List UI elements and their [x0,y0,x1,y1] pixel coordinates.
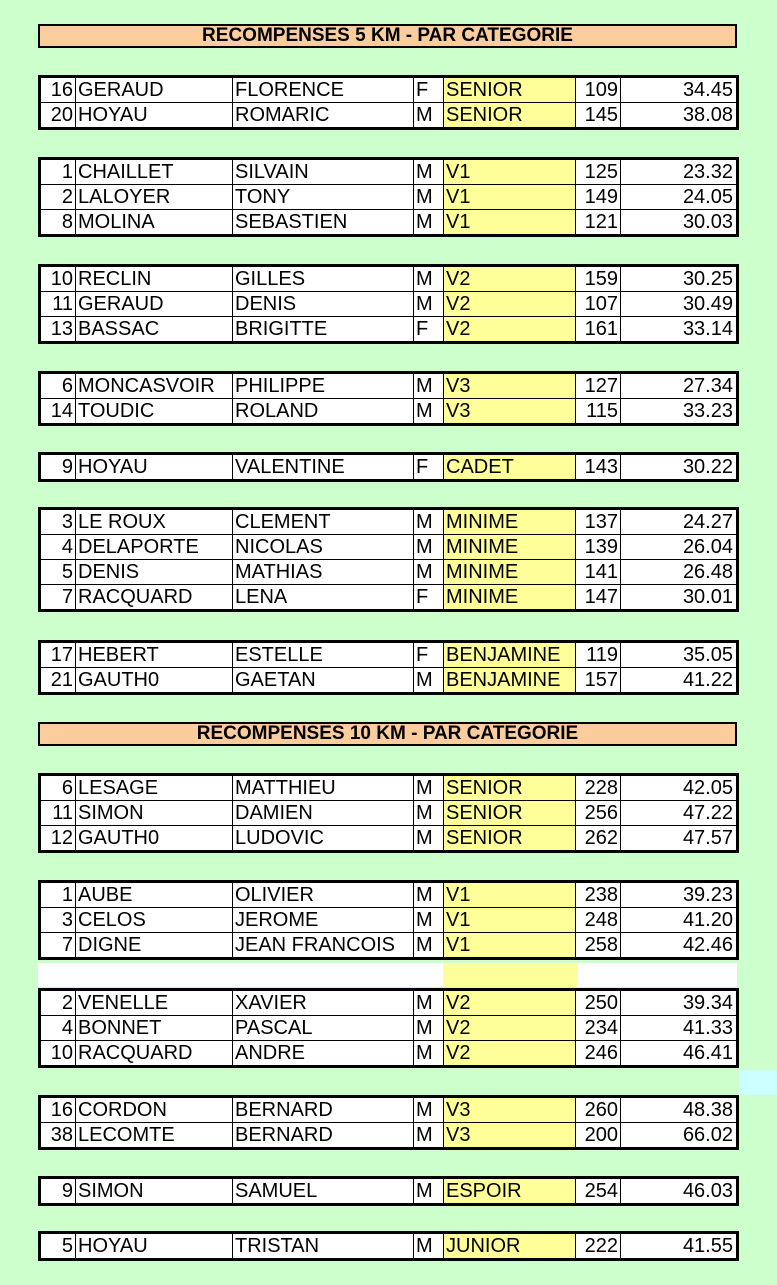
first-name-cell: MATHIAS [233,560,414,584]
table-row [41,78,736,103]
place-cell: 6 [41,776,76,800]
time-cell: 26.04 [682,536,733,558]
bib-number-cell: 145 [576,103,621,127]
results-group [38,640,739,695]
sex-cell: M [414,668,444,692]
last-name-cell: LECOMTE [76,1123,233,1147]
place-cell: 4 [41,1016,76,1040]
table-row [41,908,736,933]
category-cell: V3 [444,399,576,423]
sex-cell: M [414,801,444,825]
results-group [38,75,739,130]
last-name-cell: GERAUD [76,78,233,102]
last-name-cell: CORDON [76,1098,233,1122]
last-name-cell: SIMON [76,801,233,825]
bib-number-cell: 238 [576,883,621,907]
table-row [41,399,736,423]
table-row [41,668,736,692]
sex-cell: F [414,455,444,479]
sex-cell: F [414,643,444,667]
sex-cell: M [414,160,444,184]
place-cell: 7 [41,933,76,957]
bib-number-cell: 121 [576,210,621,234]
time-cell: 30.03 [682,211,733,233]
category-cell: BENJAMINE [444,643,576,667]
bib-number-cell: 157 [576,668,621,692]
last-name-cell: CHAILLET [76,160,233,184]
table-row [41,210,736,234]
category-cell: CADET [444,455,576,479]
table-row [41,267,736,292]
bib-number-cell: 119 [576,643,621,667]
sex-cell: M [414,776,444,800]
results-group [38,880,739,960]
results-group [38,1231,739,1261]
place-cell: 38 [41,1123,76,1147]
place-cell: 11 [41,292,76,316]
first-name-cell: SAMUEL [233,1179,414,1203]
category-cell: V1 [444,883,576,907]
bib-number-cell: 262 [576,826,621,850]
place-cell: 1 [41,883,76,907]
category-cell: MINIME [444,535,576,559]
time-cell: 24.05 [682,186,733,208]
table-row [41,776,736,801]
bib-number-cell: 127 [576,374,621,398]
place-cell: 9 [41,1179,76,1203]
category-cell: ESPOIR [444,1179,576,1203]
time-cell: 30.49 [682,293,733,315]
bib-number-cell: 137 [576,510,621,534]
time-cell: 34.45 [682,79,733,101]
table-row [41,585,736,609]
time-cell: 39.34 [682,992,733,1014]
place-cell: 16 [41,1098,76,1122]
place-cell: 5 [41,1234,76,1258]
sex-cell: M [414,103,444,127]
bib-number-cell: 125 [576,160,621,184]
last-name-cell: GERAUD [76,292,233,316]
last-name-cell: HOYAU [76,455,233,479]
last-name-cell: AUBE [76,883,233,907]
sex-cell: F [414,317,444,341]
sex-cell: M [414,399,444,423]
first-name-cell: GILLES [233,267,414,291]
table-row [41,1179,736,1203]
table-row [41,560,736,585]
results-group [38,507,739,612]
table-row [41,292,736,317]
sex-cell: M [414,560,444,584]
sex-cell: M [414,1098,444,1122]
place-cell: 21 [41,668,76,692]
time-cell: 33.14 [682,318,733,340]
last-name-cell: SIMON [76,1179,233,1203]
place-cell: 13 [41,317,76,341]
table-row [41,801,736,826]
place-cell: 14 [41,399,76,423]
time-cell: 35.05 [682,644,733,666]
category-cell: SENIOR [444,103,576,127]
place-cell: 16 [41,78,76,102]
last-name-cell: DIGNE [76,933,233,957]
sex-cell: M [414,933,444,957]
first-name-cell: MATTHIEU [233,776,414,800]
place-cell: 2 [41,185,76,209]
category-cell: V3 [444,1123,576,1147]
edge-highlight [739,1070,777,1095]
sex-cell: M [414,185,444,209]
table-row [41,643,736,668]
time-cell: 46.03 [682,1180,733,1202]
time-cell: 46.41 [682,1042,733,1064]
first-name-cell: SEBASTIEN [233,210,414,234]
first-name-cell: FLORENCE [233,78,414,102]
place-cell: 8 [41,210,76,234]
results-group [38,988,739,1068]
sex-cell: M [414,510,444,534]
table-row [41,1234,736,1258]
time-cell: 38.08 [682,104,733,126]
time-cell: 24.27 [682,511,733,533]
bib-number-cell: 248 [576,908,621,932]
bib-number-cell: 260 [576,1098,621,1122]
results-group [38,773,739,853]
sex-cell: M [414,826,444,850]
table-row [41,1098,736,1123]
title-10km: RECOMPENSES 10 KM - PAR CATEGORIE [38,722,737,746]
first-name-cell: VALENTINE [233,455,414,479]
table-row [41,535,736,560]
category-cell: V1 [444,210,576,234]
sex-cell: M [414,1041,444,1065]
category-cell: JUNIOR [444,1234,576,1258]
table-row [41,1041,736,1065]
sex-cell: M [414,535,444,559]
last-name-cell: LESAGE [76,776,233,800]
table-row [41,317,736,341]
first-name-cell: GAETAN [233,668,414,692]
time-cell: 42.46 [682,934,733,956]
time-cell: 66.02 [682,1124,733,1146]
results-group [38,1095,739,1150]
first-name-cell: XAVIER [233,991,414,1015]
results-group [38,371,739,426]
time-cell: 33.23 [682,400,733,422]
blank-band-category-fill [443,963,577,987]
first-name-cell: TRISTAN [233,1234,414,1258]
last-name-cell: DELAPORTE [76,535,233,559]
place-cell: 17 [41,643,76,667]
category-cell: SENIOR [444,826,576,850]
table-row [41,160,736,185]
last-name-cell: RECLIN [76,267,233,291]
first-name-cell: NICOLAS [233,535,414,559]
bib-number-cell: 115 [576,399,621,423]
time-cell: 39.23 [682,884,733,906]
place-cell: 5 [41,560,76,584]
place-cell: 1 [41,160,76,184]
place-cell: 7 [41,585,76,609]
bib-number-cell: 139 [576,535,621,559]
category-cell: MINIME [444,560,576,584]
category-cell: SENIOR [444,78,576,102]
last-name-cell: MOLINA [76,210,233,234]
time-cell: 30.01 [682,586,733,608]
table-row [41,1016,736,1041]
results-group [38,264,739,344]
bib-number-cell: 143 [576,455,621,479]
time-cell: 41.55 [682,1235,733,1257]
first-name-cell: JEROME [233,908,414,932]
category-cell: V1 [444,185,576,209]
sex-cell: M [414,883,444,907]
first-name-cell: CLEMENT [233,510,414,534]
bib-number-cell: 234 [576,1016,621,1040]
category-cell: SENIOR [444,776,576,800]
first-name-cell: BRIGITTE [233,317,414,341]
first-name-cell: BERNARD [233,1123,414,1147]
time-cell: 48.38 [682,1099,733,1121]
bib-number-cell: 107 [576,292,621,316]
bib-number-cell: 222 [576,1234,621,1258]
first-name-cell: ANDRE [233,1041,414,1065]
first-name-cell: TONY [233,185,414,209]
first-name-cell: SILVAIN [233,160,414,184]
category-cell: V2 [444,1016,576,1040]
first-name-cell: ESTELLE [233,643,414,667]
bib-number-cell: 159 [576,267,621,291]
last-name-cell: GAUTH0 [76,668,233,692]
first-name-cell: PHILIPPE [233,374,414,398]
category-cell: V2 [444,267,576,291]
table-row [41,185,736,210]
category-cell: V2 [444,317,576,341]
last-name-cell: HEBERT [76,643,233,667]
last-name-cell: RACQUARD [76,1041,233,1065]
category-cell: MINIME [444,510,576,534]
last-name-cell: DENIS [76,560,233,584]
table-row [41,374,736,399]
place-cell: 10 [41,267,76,291]
table-row [41,1123,736,1147]
sex-cell: M [414,991,444,1015]
bib-number-cell: 254 [576,1179,621,1203]
last-name-cell: BONNET [76,1016,233,1040]
sex-cell: M [414,267,444,291]
first-name-cell: OLIVIER [233,883,414,907]
last-name-cell: BASSAC [76,317,233,341]
first-name-cell: LENA [233,585,414,609]
sex-cell: M [414,1179,444,1203]
bib-number-cell: 109 [576,78,621,102]
first-name-cell: ROLAND [233,399,414,423]
bib-number-cell: 200 [576,1123,621,1147]
bib-number-cell: 246 [576,1041,621,1065]
place-cell: 3 [41,510,76,534]
first-name-cell: ROMARIC [233,103,414,127]
time-cell: 26.48 [682,561,733,583]
place-cell: 10 [41,1041,76,1065]
category-cell: MINIME [444,585,576,609]
category-cell: V1 [444,160,576,184]
place-cell: 12 [41,826,76,850]
table-row [41,510,736,535]
sex-cell: M [414,292,444,316]
sex-cell: F [414,585,444,609]
first-name-cell: DENIS [233,292,414,316]
place-cell: 4 [41,535,76,559]
last-name-cell: LALOYER [76,185,233,209]
time-cell: 30.25 [682,268,733,290]
last-name-cell: GAUTH0 [76,826,233,850]
bib-number-cell: 258 [576,933,621,957]
place-cell: 11 [41,801,76,825]
table-row [41,883,736,908]
results-group [38,452,739,482]
results-group [38,1176,739,1206]
first-name-cell: PASCAL [233,1016,414,1040]
category-cell: V2 [444,991,576,1015]
category-cell: V1 [444,908,576,932]
bib-number-cell: 149 [576,185,621,209]
last-name-cell: LE ROUX [76,510,233,534]
bib-number-cell: 147 [576,585,621,609]
time-cell: 27.34 [682,375,733,397]
place-cell: 9 [41,455,76,479]
sex-cell: M [414,1234,444,1258]
place-cell: 3 [41,908,76,932]
bib-number-cell: 161 [576,317,621,341]
time-cell: 47.22 [682,802,733,824]
time-cell: 30.22 [682,456,733,478]
last-name-cell: RACQUARD [76,585,233,609]
table-row [41,991,736,1016]
sex-cell: M [414,908,444,932]
category-cell: V2 [444,1041,576,1065]
time-cell: 23.32 [682,161,733,183]
category-cell: V3 [444,374,576,398]
place-cell: 20 [41,103,76,127]
last-name-cell: MONCASVOIR [76,374,233,398]
category-cell: V1 [444,933,576,957]
sex-cell: M [414,1123,444,1147]
table-row [41,103,736,127]
last-name-cell: HOYAU [76,1234,233,1258]
place-cell: 2 [41,991,76,1015]
first-name-cell: BERNARD [233,1098,414,1122]
time-cell: 41.33 [682,1017,733,1039]
first-name-cell: LUDOVIC [233,826,414,850]
time-cell: 41.22 [682,669,733,691]
sex-cell: M [414,1016,444,1040]
last-name-cell: CELOS [76,908,233,932]
sex-cell: M [414,210,444,234]
results-group [38,157,739,237]
time-cell: 42.05 [682,777,733,799]
first-name-cell: JEAN FRANCOIS [233,933,414,957]
first-name-cell: DAMIEN [233,801,414,825]
blank-band [38,963,737,987]
sex-cell: M [414,374,444,398]
place-cell: 6 [41,374,76,398]
time-cell: 47.57 [682,827,733,849]
bib-number-cell: 250 [576,991,621,1015]
time-cell: 41.20 [682,909,733,931]
bib-number-cell: 228 [576,776,621,800]
table-row [41,455,736,479]
category-cell: V2 [444,292,576,316]
category-cell: SENIOR [444,801,576,825]
table-row [41,933,736,957]
table-row [41,826,736,850]
category-cell: V3 [444,1098,576,1122]
last-name-cell: HOYAU [76,103,233,127]
category-cell: BENJAMINE [444,668,576,692]
bib-number-cell: 256 [576,801,621,825]
sex-cell: F [414,78,444,102]
bib-number-cell: 141 [576,560,621,584]
last-name-cell: TOUDIC [76,399,233,423]
title-5km: RECOMPENSES 5 KM - PAR CATEGORIE [38,24,737,48]
last-name-cell: VENELLE [76,991,233,1015]
